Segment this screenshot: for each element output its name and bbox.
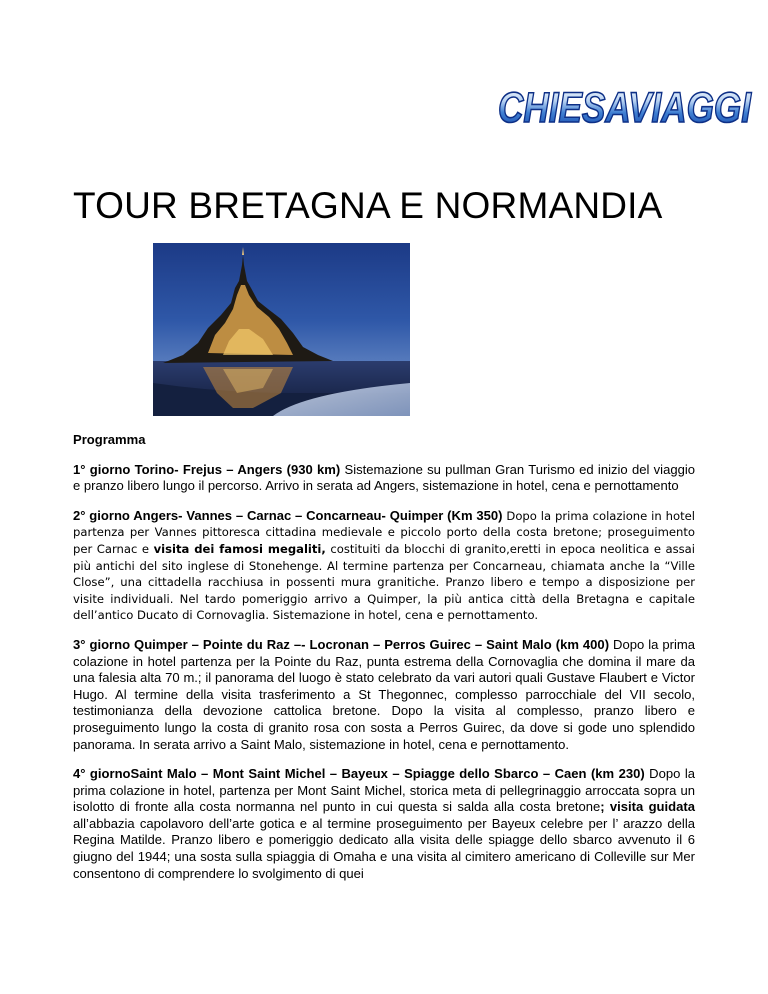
mont-saint-michel-photo (153, 243, 410, 416)
day-2-text-b: costituiti da blocchi di granito,eretti in epoca neolitica e assai più antichi del sito inglese di Stonehenge. Al termine partenza per Concarneau, chiamata anche la “Ville Close”, una cittadella racchiusa in possenti mura granitiche. Pranzo libero e tempo a disposizione per visite individuali. Nel tardo pomeriggio arrivo a Quimper, la più antica città della Bretagna e capitale dell’antico Ducato di Cornovaglia. Sistemazione in hotel, cena e pernottamento. (73, 541, 695, 623)
day-2-bold: visita dei famosi megaliti, (153, 541, 326, 556)
day-2-text-a: Dopo la prima colazione in hotel partenza per Vannes pittoresca cittadina medievale e piccolo porto della costa bretone; proseguimento per Carnac e (73, 508, 695, 556)
day-3-heading: 3° giorno Quimper – Pointe du Raz –- Locronan – Perros Guirec – Saint Malo (km 400) (73, 636, 610, 652)
day-4-text-b: all’abbazia capolavoro dell’arte gotica e al termine proseguimento per Bayeux celebre per l’ arazzo della Regina Matilde. Pranzo libero e pomeriggio dedicato alla visita delle spiagge dello sbarco avvenuto il 6 giugno del 1944; una sosta sulla spiaggia di Omaha e una visita al cimitero americano di Colleville sur Mer consentono di comprendere lo svolgimento di quei (73, 815, 695, 881)
day-3 (73, 637, 695, 753)
day-4-heading: 4° giornoSaint Malo – Mont Saint Michel – Bayeux – Spiagge dello Sbarco – Caen (km 230) (73, 766, 645, 782)
page-title: TOUR BRETAGNA E NORMANDIA (73, 185, 663, 226)
programma-heading (73, 432, 695, 449)
chiesaviaggi-logo (498, 82, 753, 132)
day-4-bold: ; visita guidata (600, 799, 695, 815)
day-4-text-a: Dopo la prima colazione in hotel, partenza per Mont Saint Michel, storica meta di pellegrinaggio arroccata sopra un isolotto di fronte alla costa normanna nel punto in cui questa si salda alla costa bretone (73, 766, 695, 815)
svg-text:CHIESAVIAGGI: CHIESAVIAGGI (498, 84, 752, 132)
logo-graphic (498, 82, 753, 132)
day-1 (73, 462, 695, 495)
day-3-text: Dopo la prima colazione in hotel partenza per la Pointe du Raz, punta estrema della Cornovaglia che domina il mare da una falesia alta 70 m.; il panorama del luogo è stato celebrato da vari autori quali Gustave Flaubert e Victor Hugo. Al termine della visita trasferimento a St Thegonnec, complesso parrocchiale del VII secolo, testimonianza della devozione cattolica bretone. Dopo la visita al complesso, pranzo libero e proseguimento lungo la costa di granito rosa con sosta a Perros Guirec, da dove si gode uno splendido panorama. In serata arrivo a Saint Malo, sistemazione in hotel, cena e pernottamento. (73, 636, 696, 752)
day-1-heading: 1° giorno Torino- Frejus – Angers (930 km) (73, 461, 341, 477)
program-content (73, 432, 695, 895)
day-2-heading: 2° giorno Angers- Vannes – Carnac – Concarneau- Quimper (Km 350) (73, 507, 503, 523)
day-4 (73, 766, 695, 882)
day-1-text: Sistemazione su pullman Gran Turismo ed inizio del viaggio e pranzo libero lungo il percorso. Arrivo in serata ad Angers, sistemazione in hotel, cena e pernottamento (73, 461, 695, 494)
day-2 (73, 508, 695, 624)
programma-label: Programma (73, 432, 146, 447)
